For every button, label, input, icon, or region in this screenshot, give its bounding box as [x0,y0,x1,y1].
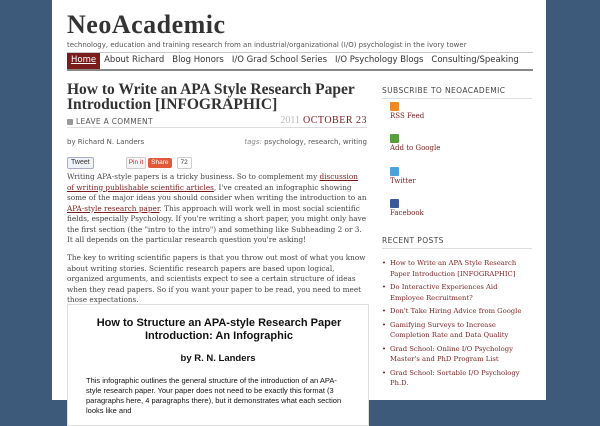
p1-text-c: . This approach will work well in most social scientific fields, especially Psychology. If you're writing a short paper, you might only have the first section (the "intro to the intro") and something like Subheading 2 or 3. It all depends on the particular research question you're asking! [67,203,367,244]
post-title[interactable]: How to Write an APA Style Research Paper Introduction [INFOGRAPHIC] [67,81,355,113]
main-nav [67,52,533,71]
facebook-link[interactable]: Facebook [390,209,424,217]
google-icon[interactable] [390,134,399,143]
twitter-link[interactable]: Twitter [390,177,416,185]
share-count: 72 [177,157,192,169]
post-month-day: OCTOBER 23 [303,115,367,126]
main-content [67,81,367,415]
facebook-icon[interactable] [390,199,399,208]
link-apa-style-research-paper[interactable]: APA-style research paper [67,203,160,213]
leave-comment-link[interactable] [67,117,153,126]
link-writing-publishable-articles[interactable]: discussion of writing publishable scientific articles [67,172,358,192]
share-button[interactable]: Share [148,158,171,168]
site-tagline: technology, education and training research from an industrial/organizational (I/O) psychologist in the ivory tower [67,41,467,49]
page [52,0,546,415]
nav-io-psychology-blogs[interactable]: I/O Psychology Blogs [335,55,424,65]
pin-it-button[interactable]: Pin it [126,157,146,169]
add-to-google-link[interactable]: Add to Google [390,144,441,152]
recent-posts [382,258,532,392]
nav-consulting-speaking[interactable]: Consulting/Speaking [431,55,519,65]
nav-home[interactable]: Home [67,53,100,69]
infographic-byline: by R. N. Landers [180,353,256,364]
recent-post-link[interactable]: • Grad School: Sortable I/O Psychology Ph.D. [382,368,532,389]
recent-post-link[interactable]: • Gamifying Surveys to Increase Completion Rate and Data Quality [382,320,532,341]
site-title[interactable]: NeoAcademic [67,10,226,39]
infographic-image[interactable] [67,304,369,426]
post-date [280,115,367,126]
byline: by Richard N. Landers [67,138,145,146]
leave-comment-label: LEAVE A COMMENT [76,117,153,126]
post-tags [244,138,367,146]
post-paragraph-2: The key to writing scientific papers is that you throw out most of what you know about writing stories. Scientific research papers are based upon logical, organized arguments, and scientists expect to see a certain structure of ideas when they read papers. So if you want your paper to be read, you need to meet those expectations. [67,253,366,304]
post-year: 2011 [280,115,300,126]
tweet-button[interactable]: Tweet [67,157,94,169]
infographic-body: This infographic outlines the general structure of the introduction of an APA-style research paper. Your paper does not need to be exactly this format (3 paragraphs here, 4 paragraphs there), but it demonstrates what each section looks like and [86,376,342,415]
tags-list[interactable]: psychology, research, writing [264,138,367,146]
recent-post-link[interactable]: • How to Write an APA Style Research Paper Introduction [INFOGRAPHIC] [382,258,532,279]
p1-text-a: Writing APA-style papers is a tricky business. So to complement my [67,172,320,181]
nav-io-grad-school-series[interactable]: I/O Grad School Series [231,55,328,65]
recent-post-link[interactable]: • Don't Take Hiring Advice from Google [382,306,532,317]
recent-post-link[interactable]: • Do Interactive Experiences Aid Employee Recruitment? [382,282,532,303]
comment-icon [67,119,73,125]
recent-posts-heading: RECENT POSTS [382,236,532,249]
nav-blog-honors[interactable]: Blog Honors [172,55,224,65]
recent-post-link[interactable]: • Grad School: Online I/O Psychology Master's and PhD Program List [382,344,532,365]
post-meta [67,117,367,128]
rss-feed-link[interactable]: RSS Feed [390,112,425,120]
pin-share-group [126,157,192,169]
share-bar [67,157,192,169]
rss-icon[interactable] [390,102,399,111]
subscribe-heading: SUBSCRIBE TO NEOACADEMIC [382,86,532,99]
post-paragraph-1 [67,172,367,246]
tags-label: tags: [244,138,262,146]
infographic-title: How to Structure an APA-style Research Paper Introduction: An Infographic [96,317,342,342]
nav-about-richard[interactable]: About Richard [104,55,165,65]
twitter-icon[interactable] [390,167,399,176]
p1-text-b: , I've created an infographic showing some of the major ideas you should consider when writing the introduction to an [67,182,367,202]
